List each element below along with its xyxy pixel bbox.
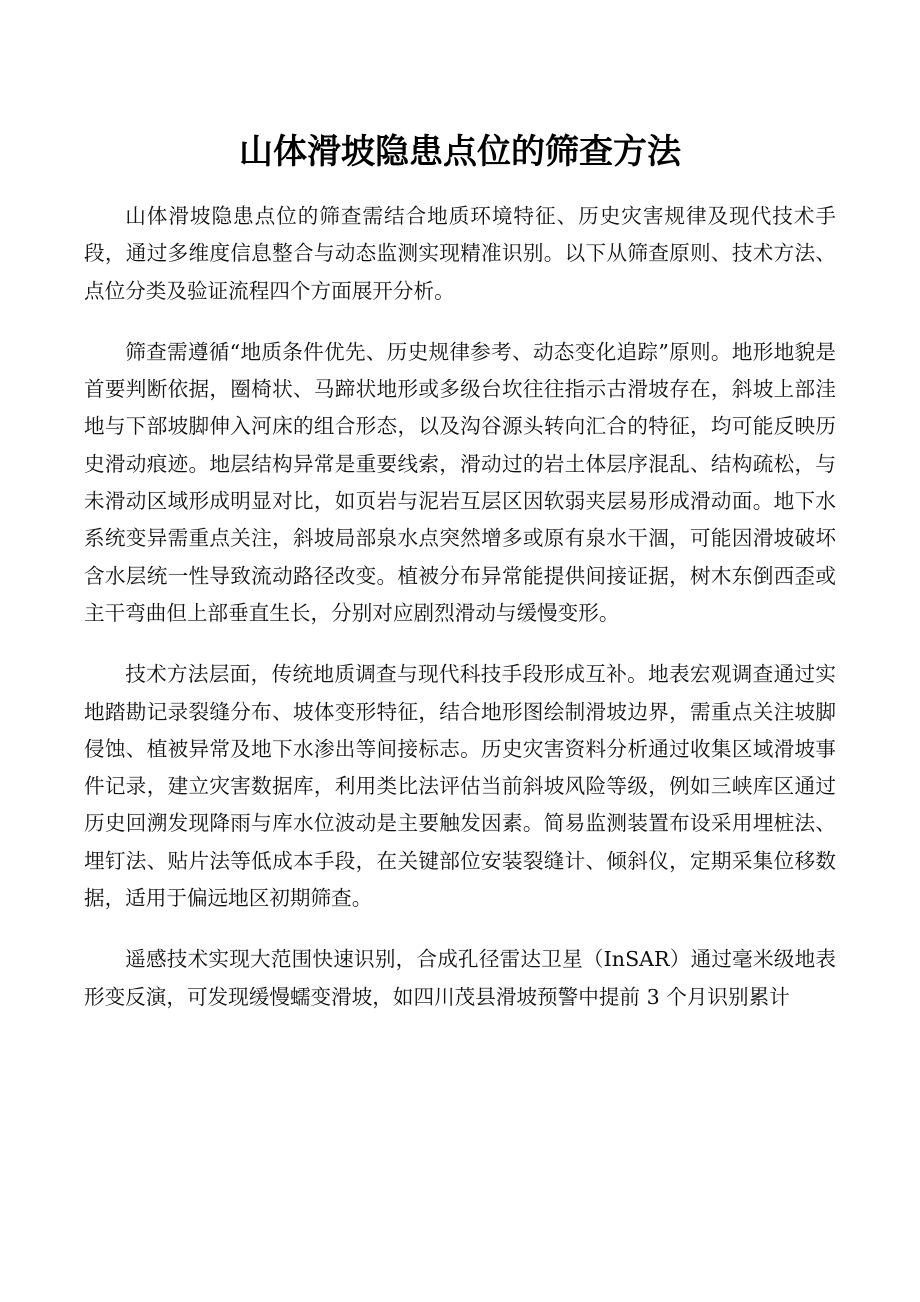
paragraph-technical-methods: 技术方法层面，传统地质调查与现代科技手段形成互补。地表宏观调查通过实地踏勘记录裂缝分布、坡体变形特征，结合地形图绘制滑坡边界，需重点关注坡脚侵蚀、植被异常及地下水渗出等间接标志。历史灾害资料分析通过收集区域滑坡事件记录，建立灾害数据库，利用类比法评估当前斜坡风险等级，例如三峡库区通过历史回溯发现降雨与库水位波动是主要触发因素。简易监测装置布设采用埋桩法、埋钉法、贴片法等低成本手段，在关键部位安装裂缝计、倾斜仪，定期采集位移数据，适用于偏远地区初期筛查。 — [84, 662, 836, 911]
document-body — [84, 198, 836, 1040]
paragraph-intro: 山体滑坡隐患点位的筛查需结合地质环境特征、历史灾害规律及现代技术手段，通过多维度信息整合与动态监测实现精准识别。以下从筛查原则、技术方法、点位分类及验证流程四个方面展开分析。 — [84, 204, 836, 303]
paragraph-remote-sensing: 遥感技术实现大范围快速识别，合成孔径雷达卫星（InSAR）通过毫米级地表形变反演，可发现缓慢蠕变滑坡，如四川茂县滑坡预警中提前 3 个月识别累计 — [84, 947, 836, 1009]
paragraph-principles: 筛查需遵循“地质条件优先、历史规律参考、动态变化追踪”原则。地形地貌是首要判断依据，圈椅状、马蹄状地形或多级台坎往往指示古滑坡存在，斜坡上部洼地与下部坡脚伸入河床的组合形态，以及沟谷源头转向汇合的特征，均可能反映历史滑动痕迹。地层结构异常是重要线索，滑动过的岩土体层序混乱、结构疏松，与未滑动区域形成明显对比，如页岩与泥岩互层区因软弱夹层易形成滑动面。地下水系统变异需重点关注，斜坡局部泉水点突然增多或原有泉水干涸，可能因滑坡破坏含水层统一性导致流动路径改变。植被分布异常能提供间接证据，树木东倒西歪或主干弯曲但上部垂直生长，分别对应剧烈滑动与缓慢变形。 — [84, 339, 836, 625]
document-title: 山体滑坡隐患点位的筛查方法 — [239, 132, 681, 172]
